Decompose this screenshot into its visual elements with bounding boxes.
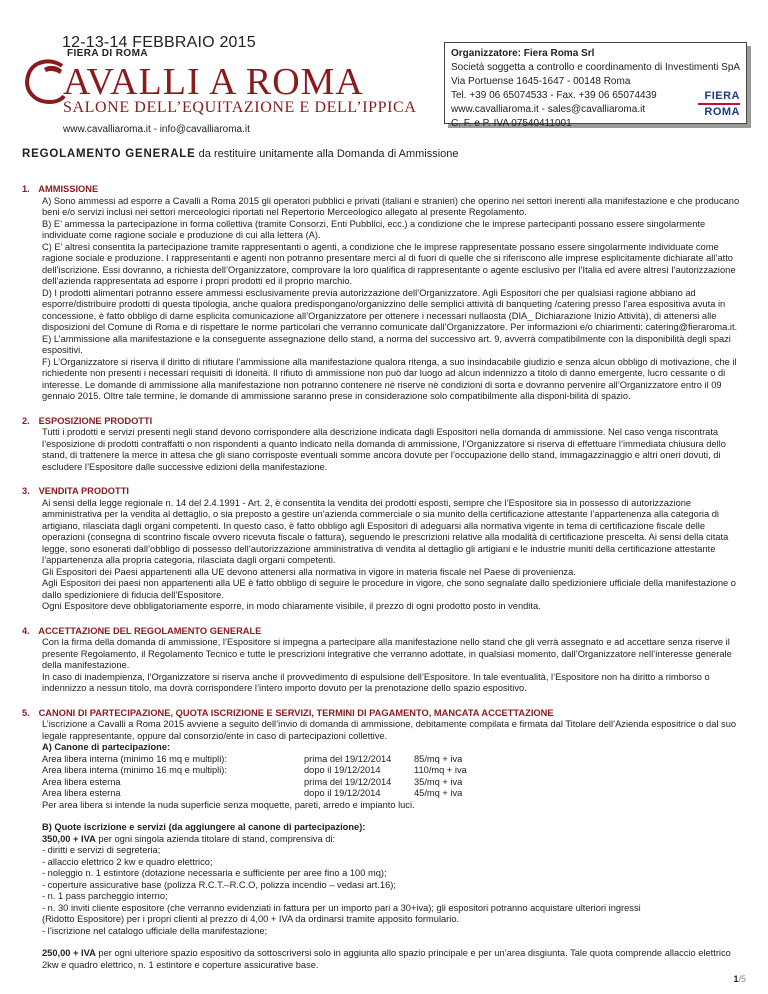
organizer-box bbox=[444, 42, 747, 129]
organizer-address: Via Portuense 1645-1647 - 00148 Roma bbox=[451, 76, 631, 87]
section-paragraph: In caso di inadempienza, l’Organizzatore si riserva anche il provvedimento di espulsione dell’Espositore. In tale eventualità, l’Espositore non ha diritto a rimborso o indennizzo a nessun titolo, ma dovrà corrispondere l’intero importo dovuto per la prenotazione dello spazio espositivo. bbox=[42, 671, 710, 693]
section-heading: 4. ACCETTAZIONE DEL REGOLAMENTO GENERALE bbox=[22, 625, 262, 636]
regulation-body bbox=[22, 184, 746, 984]
fiera-roma-logo: FIERA ROMA bbox=[698, 91, 740, 117]
logo-tagline: SALONE DELL’EQUITAZIONE E DELL’IPPICA bbox=[63, 99, 417, 116]
organizer-title: Organizzatore: Fiera Roma Srl bbox=[451, 48, 595, 59]
fee-row bbox=[42, 765, 746, 777]
fee-cell: 110/mq + iva bbox=[414, 765, 467, 775]
service-item: - n. 1 pass parcheggio interno; bbox=[42, 891, 168, 901]
header bbox=[0, 0, 768, 170]
fee-c-line: 250,00 + IVA per ogni ulteriore spazio espositivo da sottoscriversi solo in aggiunta allo spazio principale e per un’area disgiunta. Tale quota comprende allaccio elettrico 2kw e quadro elettrico, n. 1 estintore e coperture assicurative base. bbox=[42, 948, 731, 970]
service-item: - noleggio n. 1 estintore (dotazione necessaria e sufficiente per aree fino a 100 mq); bbox=[42, 868, 387, 878]
section-paragraph: D) I prodotti alimentari potranno essere ammessi esclusivamente previa autorizzazione dell’Organizzatore. Agli Espositori che per qualsiasi ragione abbiano ad esporre/distribuire prodotti di questa tipologia, anche qualora predispongano/organizzino delle semplici attività di banqueting /catering presso l’area espositiva avuta in concessione, è fatto obbligo di darne esplicita comunicazione all’Organizzatore per ottenere i necessari nullaosta (DIA_ Dichiarazione Inizio Attività), di attenersi alle disposizioni del Comune di Roma e di rispettare le norme particolari che verranno comunicate dall’Organizzatore. Per informazioni e/o chiarimenti: catering@fieraroma.it. bbox=[42, 287, 738, 332]
fee-a-title: A) Canone di partecipazione: bbox=[42, 742, 171, 752]
section-3 bbox=[22, 486, 746, 613]
section-paragraph: B) E’ ammessa la partecipazione in forma collettiva (tramite Consorzi, Enti Pubblici, ecc.) a condizione che le imprese partecipanti possano essere singolarmente individuate come ragione sociale e produzione di cui alla lettera (A). bbox=[42, 218, 706, 240]
organizer-vat: C. F. e P. IVA 07540411001 bbox=[451, 118, 572, 129]
logo-wordmark: AVALLI A ROMA bbox=[63, 61, 364, 103]
section-paragraph: Agli Espositori dei paesi non appartenenti alla UE è fatto obbligo di seguire le procedure in vigore, che sono segnalate dallo spedizioniere ufficiale della manifestazione o dallo spedizioniere di fiducia dell’Espositore. bbox=[42, 578, 736, 600]
section-paragraph: A) Sono ammessi ad esporre a Cavalli a Roma 2015 gli operatori pubblici e privati (italiani e stranieri) che operino nei settori inerenti alla manifestazione e che producano beni e/o servizi inclusi nei settori merceologici riportati nel Repertorio Merceologico allegato al presente Regolamento. bbox=[42, 195, 740, 217]
venue-name: FIERA DI ROMA bbox=[67, 48, 148, 59]
document-title: REGOLAMENTO GENERALE bbox=[22, 148, 196, 160]
fee-row bbox=[42, 754, 746, 766]
section-1 bbox=[22, 184, 746, 403]
section-paragraph: Ai sensi della legge regionale n. 14 del 2.4.1991 - Art. 2, è consentita la vendita dei prodotti esposti, sempre che l’Espositore sia in possesso di autorizzazione amministrativa per la vendita al dettaglio, o sia preposto a gestire un’azienda commerciale o sia munito della certificazione attestante l’appartenenza alla categoria di artigiano, rilasciata dagli organi competenti. In questo caso, è fatto obbligo agli Espositori di adeguarsi alla normativa vigente in tema di certificazione fiscale delle operazioni (consegna di scontrino fiscale ovvero ricevuta fiscale o fattura), seguendo le prescrizioni relative alla modalità di certificazione prescelta. Ai sensi della citata legge, sono esonerati dall’obbligo di possesso dell’autorizzazione amministrativa di vendita al dettaglio gli artigiani e le industrie muniti della certificazione attestante l’appartenenza alla propria categoria, rilasciata dagli organi competenti. bbox=[42, 497, 729, 565]
section-2 bbox=[22, 416, 746, 474]
fee-cell: 45/mq + iva bbox=[414, 788, 463, 798]
fee-cell: 85/mq + iva bbox=[414, 753, 463, 764]
fee-cell: Area libera interna (minimo 16 mq e multipli): bbox=[42, 753, 227, 764]
fee-cell: prima del 19/12/2014 bbox=[304, 753, 392, 764]
fee-cell: Area libera esterna bbox=[42, 788, 121, 798]
organizer-web[interactable]: www.cavalliaroma.it - sales@cavalliaroma.it bbox=[451, 104, 646, 115]
fee-cell: 35/mq + iva bbox=[414, 776, 463, 787]
horse-logo-icon bbox=[24, 58, 68, 106]
organizer-phone: Tel. +39 06 65074533 - Fax. +39 06 65074439 bbox=[451, 90, 657, 101]
section-heading: 2. ESPOSIZIONE PRODOTTI bbox=[22, 415, 153, 426]
service-item: - n. 30 inviti cliente espositore (che verranno evidenziati in fattura per un importo pari a 30+iva); gli espositori potranno acquistare ulteriori ingressi bbox=[42, 902, 641, 913]
section-4 bbox=[22, 626, 746, 695]
section-paragraph: E) L’ammissione alla manifestazione e la conseguente assegnazione dello stand, a norma del successivo art. 9, avverrà compatibilmente con la disponibilità degli spazi espositivi. bbox=[42, 333, 731, 355]
organizer-line: Società soggetta a controllo e coordinamento di Investimenti SpA bbox=[451, 62, 741, 73]
fee-cell: prima del 19/12/2014 bbox=[304, 776, 392, 787]
document-heading bbox=[22, 148, 459, 160]
document-subtitle: da restituire unitamente alla Domanda di Ammissione bbox=[198, 148, 459, 160]
section-paragraph: Ogni Espositore deve obbligatoriamente esporre, in modo chiaramente visibile, il prezzo di ogni prodotto posto in vendita. bbox=[42, 601, 541, 611]
service-item: - coperture assicurative base (polizza R.C.T.–R.C.O, polizza incendio – vedasi art.16); bbox=[42, 879, 396, 890]
service-item: - allaccio elettrico 2 kw e quadro elettrico; bbox=[42, 856, 213, 867]
fee-cell: Area libera esterna bbox=[42, 776, 121, 787]
section-intro: L’iscrizione a Cavalli a Roma 2015 avviene a seguito dell’invio di domanda di ammissione, debitamente compilata e firmata dal Titolare dell’Azienda espositrice o dal suo legale rappresentante, oppure dal consorzio/ente in caso di partecipazioni collettive. bbox=[42, 719, 737, 741]
fee-a-note: Per area libera si intende la nuda superficie senza moquette, pareti, arredo e impianto luci. bbox=[42, 799, 415, 810]
service-item: - diritti e servizi di segreteria; bbox=[42, 845, 161, 855]
section-paragraph: Con la firma della domanda di ammissione, l’Espositore si impegna a partecipare alla manifestazione nello stand che gli verrà assegnato e ad accettare senza riserve il presente Regolamento, il Regolamento Tecnico e tutte le prescrizioni integrative che verranno adottate, in qualsiasi momento, dall’Organizzatore nell’interesse generale della manifestazione. bbox=[42, 637, 732, 670]
section-heading: 1. AMMISSIONE bbox=[22, 184, 99, 194]
section-paragraph: Tutti i prodotti e servizi presenti negli stand devono corrispondere alla descrizione indicata dagli Espositori nella domanda di ammissione. Nel caso venga riscontrata l’esposizione di prodotti contraffatti o non rispondenti a quanto indicato nella domanda di ammissione, l’Organizzatore si riserva di effettuare l’immediata chiusura dello stand, di trattenere la merce in attesa che gli siano corrisposte eventuali somme ancora dovute per l’occupazione dello stand, immagazzinaggio e altri oneri dovuti, di escludere l’Espositore dalle successive edizioni della manifestazione. bbox=[42, 427, 726, 472]
section-5 bbox=[22, 708, 746, 972]
section-heading: 3. VENDITA PRODOTTI bbox=[22, 486, 129, 496]
fee-cell: dopo il 19/12/2014 bbox=[304, 788, 381, 798]
fee-b-title: B) Quote iscrizione e servizi (da aggiungere al canone di partecipazione): bbox=[42, 822, 366, 832]
section-paragraph: F) L’Organizzatore si riserva il diritto di rifiutare l’ammissione alla manifestazione qualora ritenga, a suo insindacabile giudizio e senza alcun obbligo di motivazione, che il richiedente non presenti i necessari requisiti di idoneità. Il rifiuto di ammissione non può dar luogo ad alcun indennizzo a titolo di danno emergente, lucro cessante o di interesse. Le domande di ammissione alla manifestazione non potranno contenere nè riserve nè condizioni di sorta e dovranno pervenire all’Organizzatore entro il 09 gennaio 2015. Oltre tale termine, le domande di ammissione saranno prese in considerazione solo compatibilmente alla disponi-bilità di spazio. bbox=[42, 356, 737, 401]
fee-cell: Area libera interna (minimo 16 mq e multipli): bbox=[42, 765, 227, 775]
service-item: - l’iscrizione nel catalogo ufficiale della manifestazione; bbox=[42, 925, 268, 936]
section-paragraph: Gli Espositori dei Paesi appartenenti alla UE devono attenersi alla normativa in vigore in materia fiscale nel Paese di provenienza. bbox=[42, 566, 576, 577]
event-dates: 12-13-14 FEBBRAIO 2015 bbox=[62, 34, 256, 51]
page-number: 1/5 bbox=[733, 974, 746, 984]
fee-cell: dopo il 19/12/2014 bbox=[304, 765, 381, 775]
fee-row bbox=[42, 788, 746, 800]
fee-b-price-line: 350,00 + IVA per ogni singola azienda titolare di stand, comprensiva di: bbox=[42, 833, 336, 844]
website-contact[interactable]: www.cavalliaroma.it - info@cavalliaroma.it bbox=[63, 124, 250, 135]
section-paragraph: C) E’ altresì consentita la partecipazione tramite rappresentanti o agenti, a condizione che le imprese rappresentate possano essere singolarmente individuate come ragione sociale e produzione. I rappresentanti e agenti non potranno presentare merci al di fuori di quelle che si riferiscono alle imprese esplicitamente dichiarate all’atto dell’iscrizione. Essi dovranno, a richiesta dell’Organizzatore, comprovare la loro qualifica di rappresentante o agente esclusivo per l’Italia ed avere altresì l’autorizzazione dell’azienda rappresentata ad esporre i propri prodotti ed il proprio marchio. bbox=[42, 241, 736, 286]
fee-row bbox=[42, 777, 746, 789]
service-item: (Ridotto Espositore) per i propri clienti al prezzo di 4,00 + IVA da ordinarsi tramite apposito formulario. bbox=[42, 914, 460, 924]
section-heading: 5. CANONI DI PARTECIPAZIONE, QUOTA ISCRIZIONE E SERVIZI, TERMINI DI PAGAMENTO, MANCATA ACCETTAZIONE bbox=[22, 707, 554, 718]
